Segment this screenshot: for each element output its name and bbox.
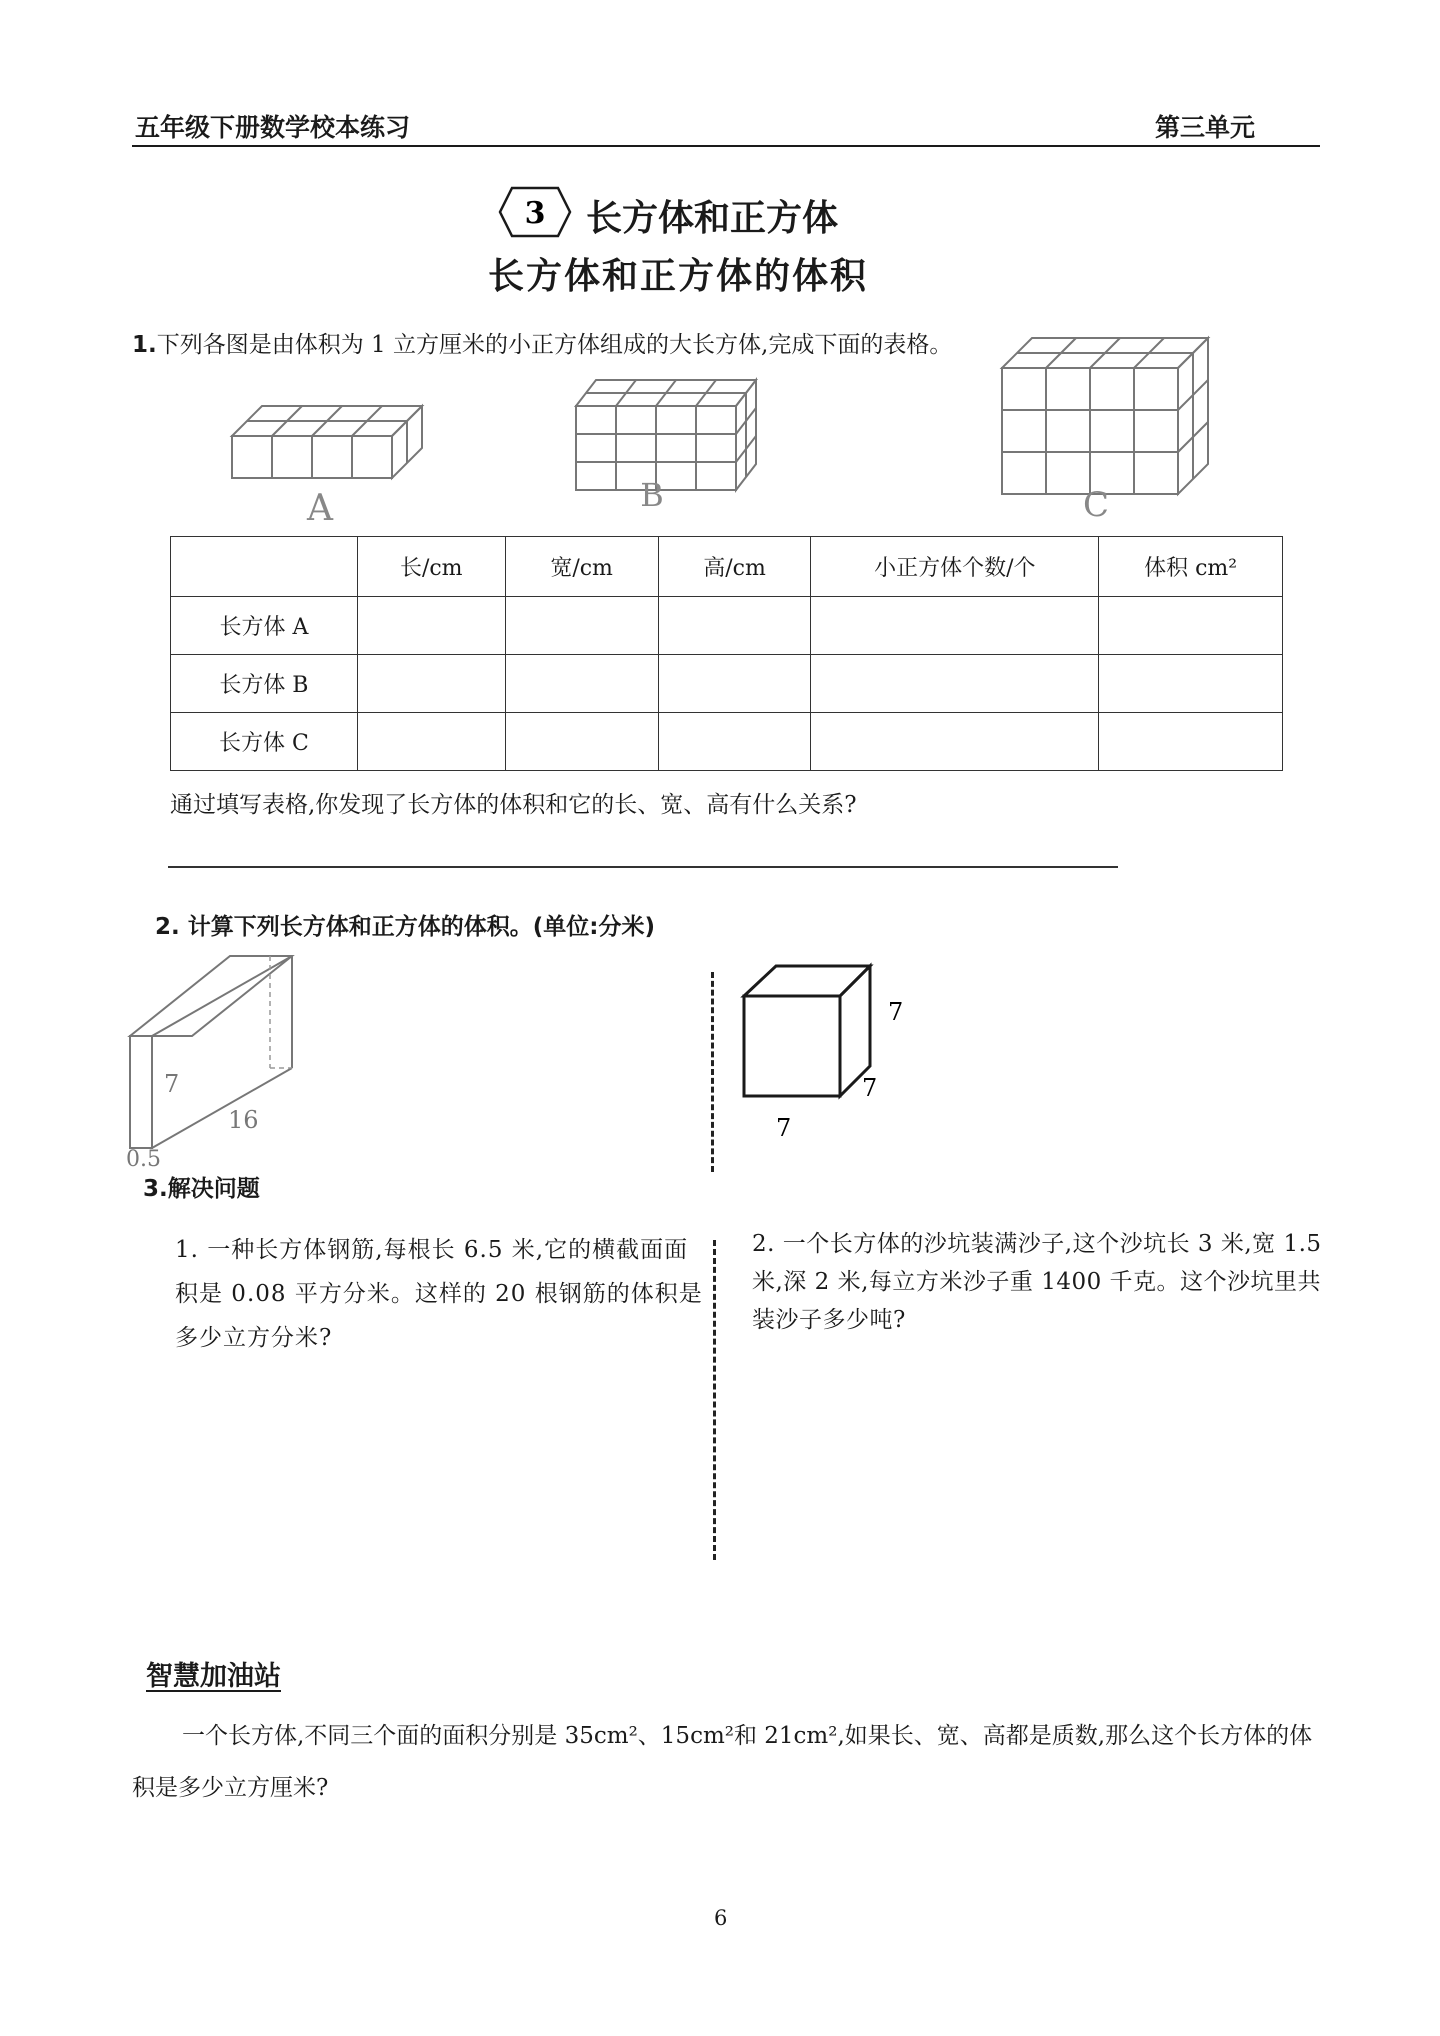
section-divider-dashed [713,1240,716,1560]
answer-cell[interactable] [505,713,658,771]
cuboid-a-figure [228,398,448,528]
cube-depth-label: 7 [862,1074,878,1102]
answer-cell[interactable] [658,597,811,655]
table-row [171,597,1283,655]
cuboid-b-label: B [640,476,664,514]
row-label: 长方体 A [171,597,358,655]
table-header-cell: 长/cm [357,537,505,597]
cuboid-b-figure [570,372,770,522]
bonus-section-title: 智慧加油站 [146,1661,281,1692]
answer-cell[interactable] [357,655,505,713]
cuboid-measurement-table [170,536,1283,771]
cuboid-c-label: C [1082,485,1110,524]
answer-cell[interactable] [505,655,658,713]
thin-cuboid-figure [122,948,332,1168]
worksheet-header-title: 五年级下册数学校本练习 [135,113,411,142]
answer-cell[interactable] [357,597,505,655]
table-header-row [171,537,1283,597]
unit-title: 长方体和正方体 [586,198,839,239]
header-divider [132,145,1320,147]
word-problem-2: 2. 一个长方体的沙坑装满沙子,这个沙坑长 3 米,宽 1.5 米,深 2 米,每立方米沙子重 1400 千克。这个沙坑里共装沙子多少吨? [752,1231,1322,1333]
cube-height-label: 7 [888,998,904,1026]
row-label: 长方体 B [171,655,358,713]
answer-cell[interactable] [811,655,1099,713]
unit-number: 3 [524,196,546,231]
lesson-title: 长方体和正方体的体积 [488,256,869,297]
answer-cell[interactable] [658,655,811,713]
answer-cell[interactable] [1099,597,1283,655]
unit-header-label: 第三单元 [1155,113,1256,142]
table-header-cell [171,537,358,597]
word-problem-1: 1. 一种长方体钢筋,每根长 6.5 米,它的横截面面积是 0.08 平方分米。这样的 20 根钢筋的体积是多少立方分米? [175,1237,703,1351]
answer-cell[interactable] [357,713,505,771]
question-1-prompt [132,326,952,359]
unit-number-badge [498,186,572,238]
cuboid-length-label: 16 [228,1106,259,1134]
cuboid-height-label: 7 [164,1070,180,1098]
table-row [171,713,1283,771]
table-header-cell: 体积 cm² [1099,537,1283,597]
answer-cell[interactable] [505,597,658,655]
question-2-title: 2. 计算下列长方体和正方体的体积。(单位:分米) [155,914,655,940]
cube-figure [736,960,916,1150]
table-header-cell: 宽/cm [505,537,658,597]
question-1-number: 1. [132,332,157,358]
table-header-cell: 高/cm [658,537,811,597]
cube-width-label: 7 [776,1114,792,1142]
answer-line[interactable] [168,866,1118,868]
answer-cell[interactable] [1099,655,1283,713]
cuboid-width-label: 0.5 [126,1147,161,1168]
answer-cell[interactable] [811,713,1099,771]
answer-cell[interactable] [811,597,1099,655]
answer-cell[interactable] [1099,713,1283,771]
question-1-text: 下列各图是由体积为 1 立方厘米的小正方体组成的大长方体,完成下面的表格。 [156,332,953,358]
cuboid-c-figure [994,334,1234,524]
bonus-problem-text: 一个长方体,不同三个面的面积分别是 35cm²、15cm²和 21cm²,如果长、宽、高都是质数,那么这个长方体的体积是多少立方厘米? [132,1723,1313,1801]
cuboid-a-label: A [307,488,333,528]
table-header-cell: 小正方体个数/个 [811,537,1099,597]
answer-cell[interactable] [658,713,811,771]
table-row [171,655,1283,713]
question-1-followup: 通过填写表格,你发现了长方体的体积和它的长、宽、高有什么关系? [170,792,857,818]
page-number: 6 [714,1906,728,1930]
question-3-title: 3.解决问题 [143,1176,260,1202]
row-label: 长方体 C [171,713,358,771]
section-divider-dashed [711,972,714,1172]
